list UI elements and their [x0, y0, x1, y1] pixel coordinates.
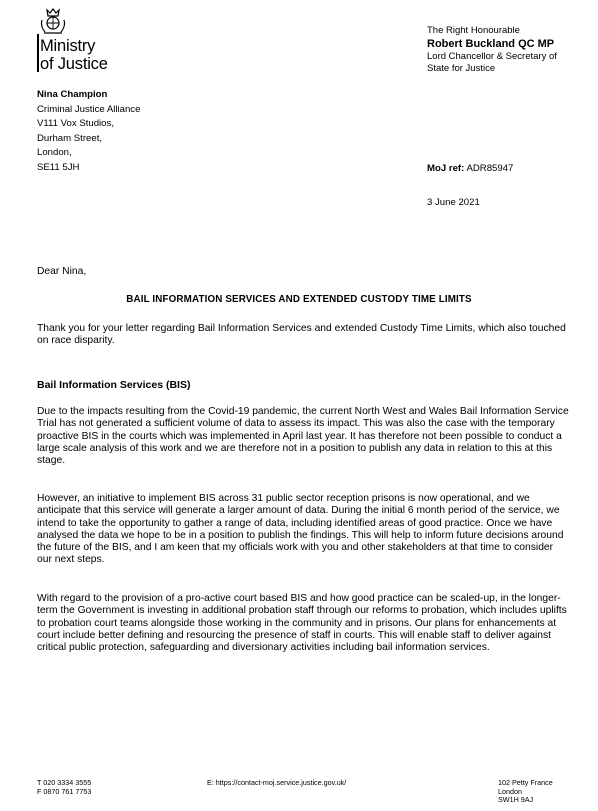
- salutation: Dear Nina,: [37, 266, 87, 277]
- recipient-line: V111 Vox Studios,: [37, 118, 114, 129]
- recipient-address: [37, 88, 140, 175]
- recipient-line: SE11 5JH: [37, 161, 80, 173]
- logo-divider: [37, 34, 39, 72]
- footer-email[interactable]: E: https://contact-moj.service.justice.gov.uk/: [207, 778, 347, 787]
- sender-role-1: Lord Chancellor & Secretary of: [427, 51, 557, 62]
- body-paragraph-2: However, an initiative to implement BIS across 31 public sector reception prisons is now operational, and we anticipate that this service will generate a larger amount of data. During the initial 6 month period of the service, we intend to take the opportunity to gather a range of data, including identified areas of good practice. Once we have analysed the data we hope to be in a position to publish the findings. This will help to inform future decisions around the future of the BIS, and I am keen that my officials work with you and other stakeholders at that time to consider our next steps.: [37, 493, 564, 566]
- ministry-logo: [40, 37, 108, 73]
- body-paragraph-3: With regard to the provision of a pro-active court based BIS and how good practice can be scaled-up, in the longer-term the Government is investing in additional probation staff through our reforms to probation, which includes uplifts to probation court teams alongside those working in the community and in prisons. Our plans for enhancements at court include better defining and resourcing the presence of staff in courts. This will enable staff to deliver against critical public protection, safeguarding and diversionary activities including bail information services.: [37, 593, 567, 654]
- section-heading: Bail Information Services (BIS): [37, 379, 191, 391]
- letter-date: 3 June 2021: [427, 197, 480, 208]
- reference-value: ADR85947: [466, 163, 514, 174]
- recipient-line: Criminal Justice Alliance: [37, 103, 141, 115]
- royal-crest-icon: [38, 6, 68, 36]
- footer-address-line: SW1H 9AJ: [498, 795, 534, 805]
- body-paragraph-1: Due to the impacts resulting from the Covid-19 pandemic, the current North West and Wales Bail Information Service Trial has not generated a sufficient volume of data to assess its impact. This was also the case with the temporary proactive BIS in the courts which was implemented in April last year. It has therefore not been possible to conduct a large scale analysis of this work and we are therefore not in a position to publish any data in relation to this at this stage.: [37, 406, 569, 467]
- footer-fax: F 0870 761 7753: [37, 786, 92, 796]
- subject-line: BAIL INFORMATION SERVICES AND EXTENDED CUSTODY TIME LIMITS: [126, 294, 472, 305]
- reference: [427, 163, 513, 174]
- footer-address: [498, 779, 553, 805]
- footer-address-line: London: [498, 786, 522, 796]
- sender-block: [427, 25, 592, 75]
- reference-label: MoJ ref:: [427, 163, 465, 174]
- sender-name: Robert Buckland QC MP: [427, 38, 555, 50]
- sender-title: The Right Honourable: [427, 25, 520, 36]
- logo-line-2: of Justice: [40, 55, 108, 73]
- intro-paragraph: Thank you for your letter regarding Bail Information Services and extended Custody Time Limits, which also touched on race disparity.: [37, 323, 566, 347]
- recipient-line: London,: [37, 147, 72, 158]
- sender-role-2: State for Justice: [427, 63, 496, 74]
- footer-contact: [37, 779, 91, 796]
- footer-address-line: 102 Petty France: [498, 778, 553, 787]
- recipient-name: Nina Champion: [37, 89, 108, 100]
- footer-phone: T 020 3334 3555: [37, 778, 92, 787]
- logo-line-1: Ministry: [40, 37, 96, 55]
- recipient-line: Durham Street,: [37, 132, 103, 144]
